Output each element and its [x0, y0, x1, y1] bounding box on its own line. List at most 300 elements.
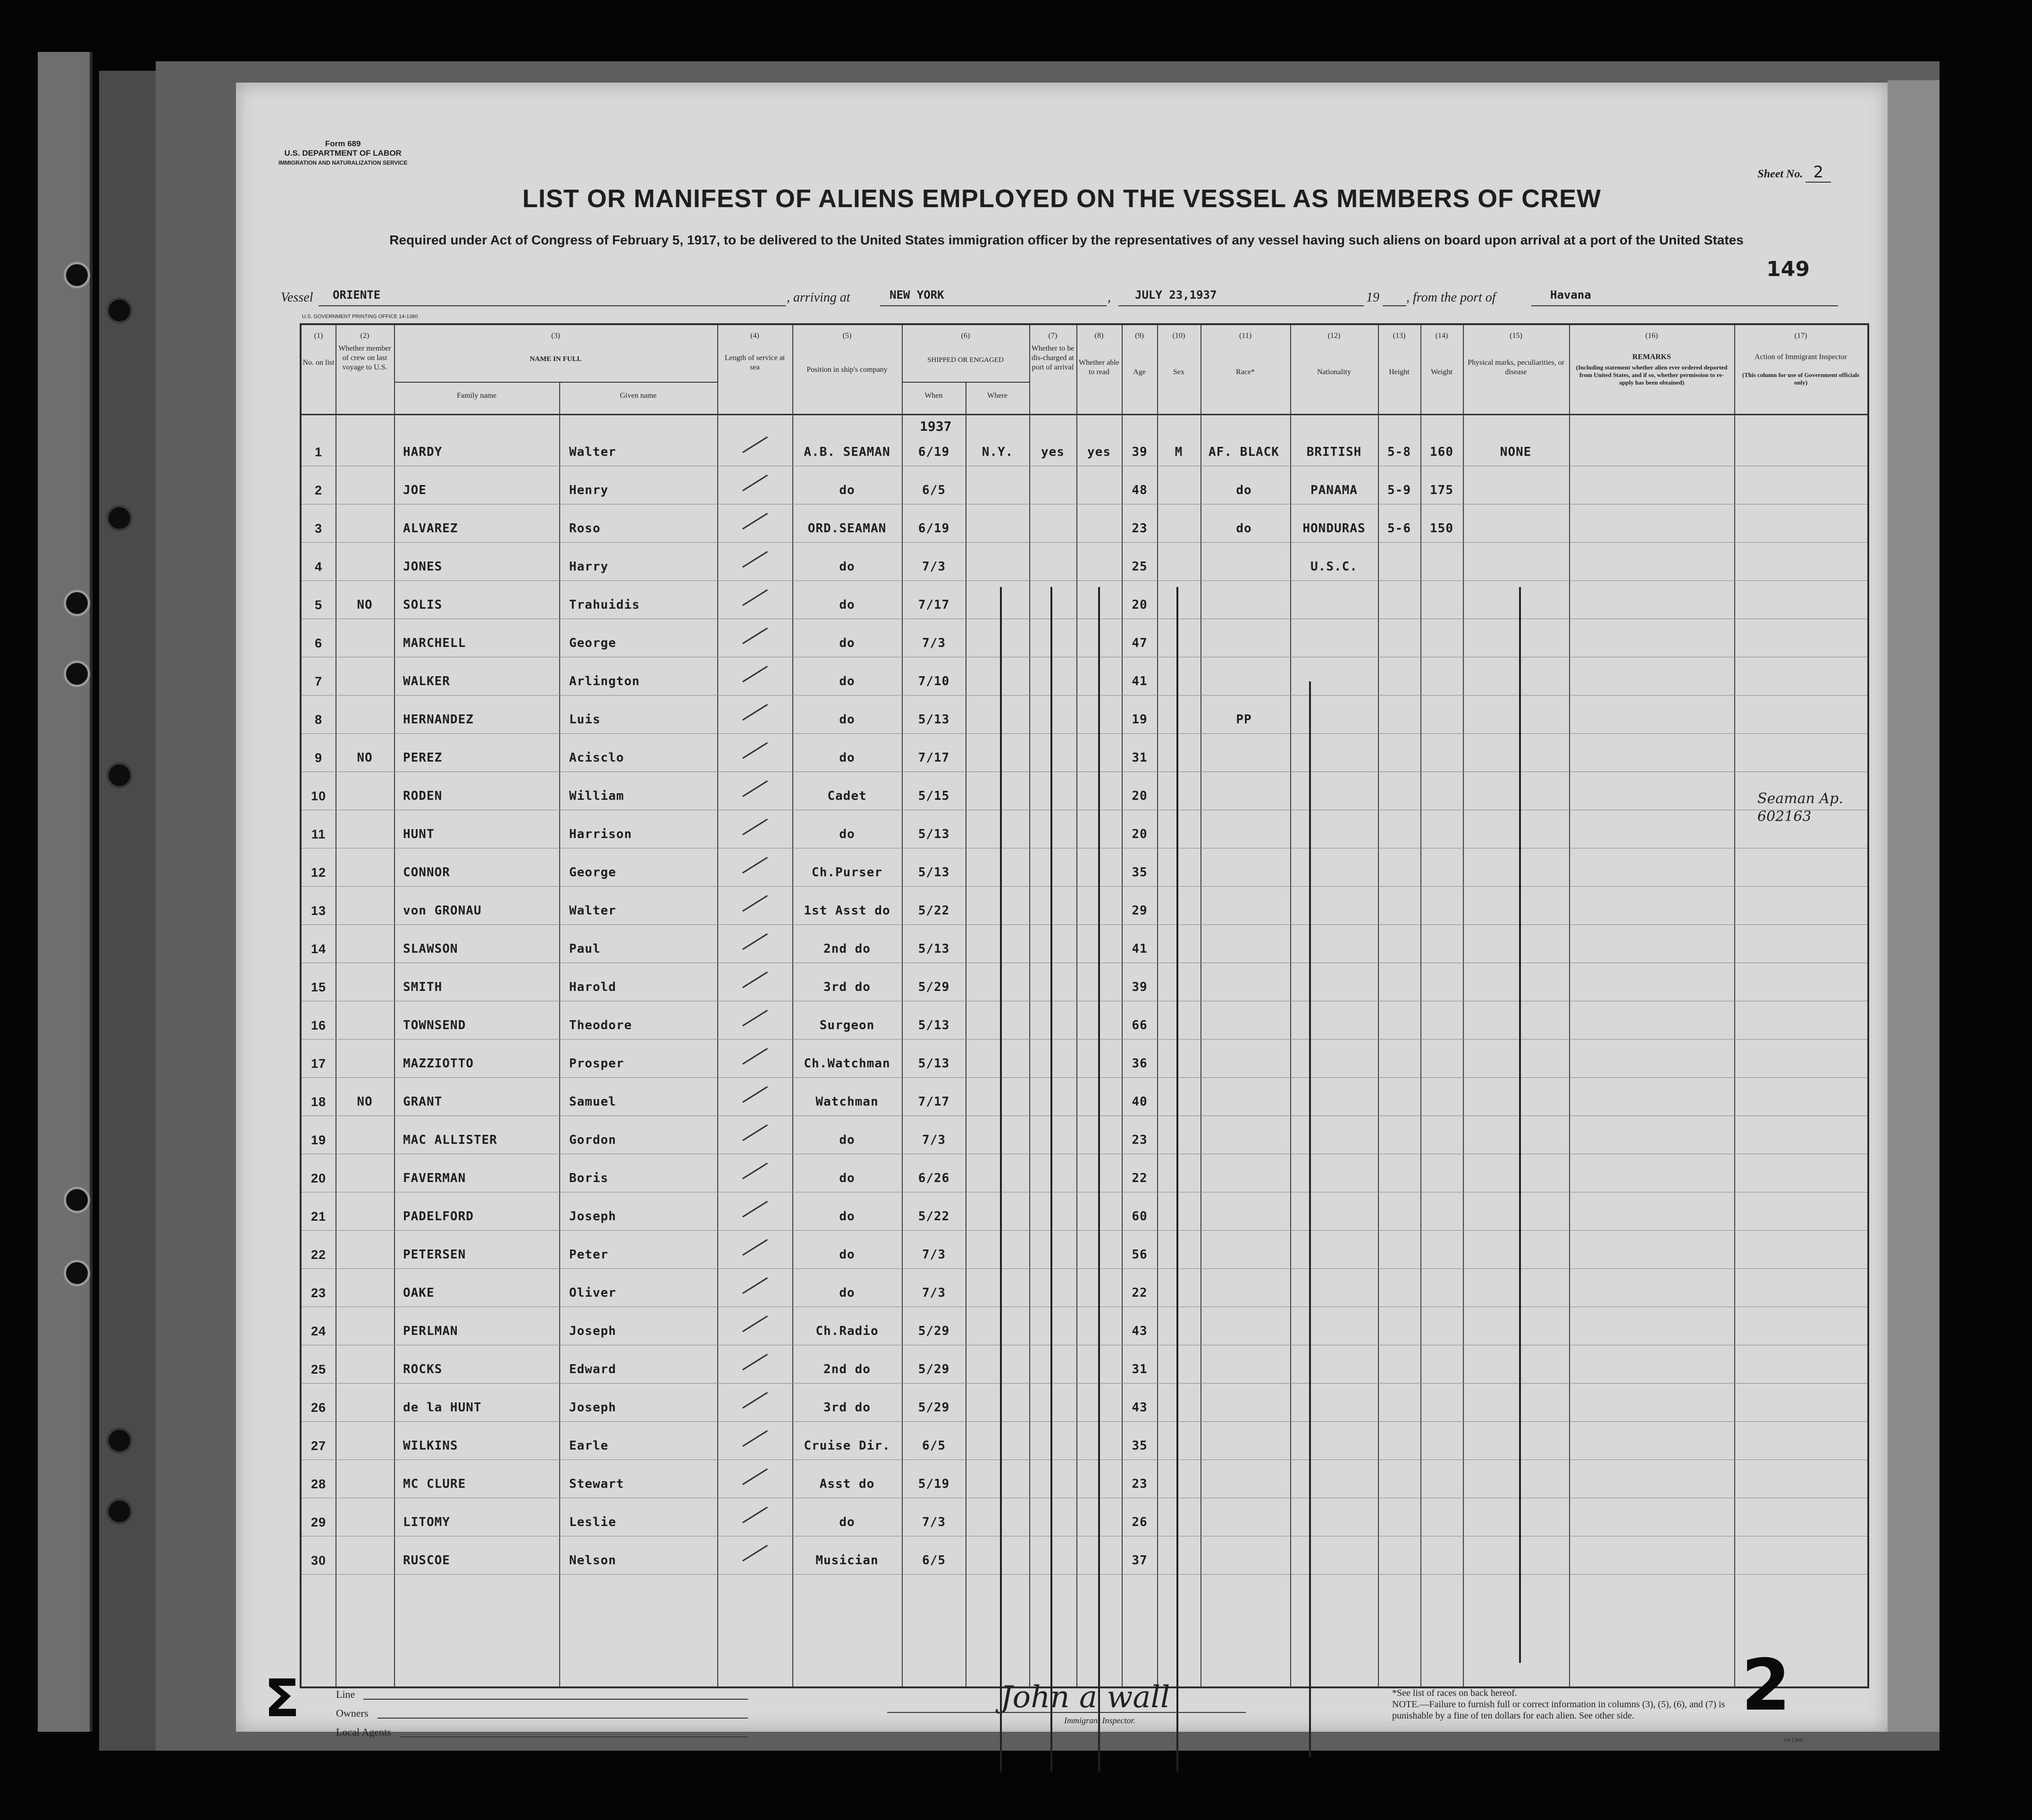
cell-given: Acisclo: [569, 751, 624, 765]
cell-given: Paul: [569, 942, 601, 956]
cell-nat: U.S.C.: [1310, 560, 1358, 574]
cell-age: 43: [1132, 1324, 1148, 1338]
cell-when: 6/5: [922, 483, 946, 497]
header-no-on-list: No. on list: [302, 359, 335, 367]
cell-when: 5/13: [918, 1018, 950, 1032]
service-check-mark: [742, 666, 768, 682]
agents-underline: [400, 1736, 748, 1737]
cell-when: 6/5: [922, 1439, 946, 1453]
film-edge-strip-dark: [99, 71, 160, 1751]
cell-family: SLAWSON: [403, 942, 458, 956]
cell-family: von GRONAU: [403, 904, 482, 918]
form-code: 14-1360: [1784, 1736, 1803, 1743]
cell-age: 31: [1132, 751, 1148, 765]
header-inspector-action: Action of Immigrant Inspector: [1755, 353, 1847, 361]
cell-position: Cruise Dir.: [804, 1439, 890, 1453]
inspector-handwritten-note: Seaman Ap. 602163: [1757, 790, 1843, 825]
cell-age: 48: [1132, 483, 1148, 497]
cell-position: A.B. SEAMAN: [804, 445, 890, 459]
service-check-mark: [742, 1048, 768, 1065]
service-check-mark: [742, 1316, 768, 1332]
arriving-label: , arriving at: [787, 290, 850, 305]
cell-given: Harold: [569, 980, 616, 994]
service-check-mark: [742, 1507, 768, 1523]
column-rule: [1076, 325, 1077, 1686]
service-check-mark: [742, 1201, 768, 1217]
cell-position: do: [839, 1209, 855, 1224]
cell-family: HARDY: [403, 445, 443, 459]
races-note: *See list of races on back hereof.: [1392, 1688, 1517, 1698]
cell-when: 5/13: [918, 865, 950, 880]
punch-hole: [64, 661, 90, 687]
punch-hole: [106, 762, 133, 788]
column-number: (3): [551, 332, 560, 340]
header-when: When: [924, 392, 943, 400]
column-number: (2): [360, 332, 369, 340]
row-rule: [302, 886, 1867, 887]
cell-given: Nelson: [569, 1553, 616, 1568]
cell-position: do: [839, 560, 855, 574]
cell-age: 37: [1132, 1553, 1148, 1568]
cell-nat: BRITISH: [1306, 445, 1362, 459]
cell-height: 5-6: [1387, 521, 1411, 536]
service-check-mark: [742, 1545, 768, 1561]
cell-given: Leslie: [569, 1515, 616, 1529]
form-number: Form 689: [325, 139, 361, 148]
row-rule: [302, 695, 1867, 696]
column-number: (6): [961, 332, 970, 340]
cell-age: 23: [1132, 521, 1148, 536]
cell-family: HERNANDEZ: [403, 713, 474, 727]
cell-given: George: [569, 636, 616, 650]
cell-family: WALKER: [403, 674, 450, 688]
cell-position: Surgeon: [819, 1018, 875, 1032]
row-rule: [302, 1077, 1867, 1078]
cell-when: 6/5: [922, 1553, 946, 1568]
cell-position: do: [839, 1248, 855, 1262]
cell-family: FAVERMAN: [403, 1171, 466, 1185]
service-name: IMMIGRATION AND NATURALIZATION SERVICE: [278, 159, 408, 166]
backing-right-card: [1888, 80, 1940, 1732]
row-rule: [302, 1459, 1867, 1460]
header-remarks: REMARKS: [1632, 353, 1671, 361]
cell-age: 40: [1132, 1095, 1148, 1109]
cell-family: GRANT: [403, 1095, 443, 1109]
cell-no: 18: [311, 1095, 327, 1109]
column-number: (17): [1794, 332, 1807, 340]
cell-age: 35: [1132, 865, 1148, 880]
cell-height: 5-9: [1387, 483, 1411, 497]
cell-given: Joseph: [569, 1209, 616, 1224]
vessel-underline: [319, 305, 786, 306]
cell-nat: HONDURAS: [1302, 521, 1366, 536]
cell-given: Edward: [569, 1362, 616, 1376]
cell-when: 6/26: [918, 1171, 950, 1185]
cell-family: RODEN: [403, 789, 443, 803]
service-check-mark: [742, 589, 768, 606]
from-port: Havana: [1550, 288, 1591, 302]
cell-race: PP: [1236, 713, 1252, 727]
cell-position: Ch.Purser: [812, 865, 882, 880]
row-rule: [302, 580, 1867, 581]
cell-family: HUNT: [403, 827, 435, 841]
cell-no: 14: [311, 942, 327, 956]
arrival-port: NEW YORK: [890, 288, 944, 302]
row-rule: [302, 1421, 1867, 1422]
column-rule: [1734, 325, 1735, 1686]
cell-given: Harrison: [569, 827, 632, 841]
cell-age: 29: [1132, 904, 1148, 918]
cell-when: 5/22: [918, 1209, 950, 1224]
column-number: (4): [750, 332, 759, 340]
cell-when: 7/17: [918, 1095, 950, 1109]
service-check-mark: [742, 819, 768, 835]
cell-position: do: [839, 483, 855, 497]
service-check-mark: [742, 704, 768, 721]
sheet-number-label: Sheet No.: [1757, 168, 1803, 180]
cell-age: 26: [1132, 1515, 1148, 1529]
cell-when: 7/3: [922, 1515, 946, 1529]
manifest-sheet: [236, 83, 1888, 1743]
cell-age: 20: [1132, 827, 1148, 841]
service-check-mark: [742, 513, 768, 529]
column-number: (15): [1510, 332, 1522, 340]
column-number: (13): [1393, 332, 1406, 340]
service-check-mark: [742, 857, 768, 873]
cell-position: Cadet: [827, 789, 867, 803]
cell-no: 11: [311, 827, 326, 841]
service-check-mark: [742, 1086, 768, 1103]
cell-family: PETERSEN: [403, 1248, 466, 1262]
header-shipped-or-engaged: SHIPPED OR ENGAGED: [927, 356, 1004, 364]
year-label: 19: [1366, 290, 1379, 305]
ditto-line-discharge: [1050, 587, 1052, 1771]
cell-position: 3rd do: [823, 1401, 871, 1415]
column-number: (12): [1327, 332, 1341, 340]
column-number: (8): [1094, 332, 1104, 340]
cell-family: PEREZ: [403, 751, 443, 765]
cell-when: 5/29: [918, 1324, 950, 1338]
row-rule: [302, 1039, 1867, 1040]
cell-family: LITOMY: [403, 1515, 450, 1529]
cell-no: 5: [314, 598, 323, 612]
cell-given: Walter: [569, 445, 616, 459]
cell-no: 1: [314, 445, 323, 459]
line-underline: [363, 1699, 748, 1700]
cell-no: 21: [311, 1209, 327, 1224]
service-check-mark: [742, 475, 768, 491]
header-weight: Weight: [1431, 368, 1453, 376]
cell-position: do: [839, 1286, 855, 1300]
cell-no: 2: [314, 483, 323, 497]
cell-weight: 150: [1430, 521, 1453, 536]
service-check-mark: [742, 780, 768, 797]
row-rule: [302, 1574, 1867, 1575]
manifest-footer: [236, 1644, 1888, 1743]
cell-family: MAC ALLISTER: [403, 1133, 497, 1147]
cell-when: 7/17: [918, 751, 950, 765]
cell-no: 15: [311, 980, 327, 994]
cell-when: 5/29: [918, 1362, 950, 1376]
cell-age: 25: [1132, 560, 1148, 574]
row-rule: [302, 1383, 1867, 1384]
cell-given: William: [569, 789, 624, 803]
handwritten-page-mark: 2: [1741, 1644, 1791, 1727]
cell-position: 1st Asst do: [804, 904, 890, 918]
cell-when: 7/3: [922, 1248, 946, 1262]
cell-age: 20: [1132, 598, 1148, 612]
cell-when: 7/17: [918, 598, 950, 612]
column-number: (14): [1435, 332, 1448, 340]
printing-office-note: U.S. GOVERNMENT PRINTING OFFICE 14-1360: [302, 314, 418, 319]
cell-no: 3: [314, 521, 323, 536]
cell-when: 5/29: [918, 980, 950, 994]
cell-given: Joseph: [569, 1401, 616, 1415]
cell-given: Walter: [569, 904, 616, 918]
row-rule: [302, 542, 1867, 543]
port-underline: [880, 305, 1107, 306]
cell-when: 6/19: [918, 521, 950, 536]
arrival-date: JULY 23,1937: [1135, 288, 1217, 302]
cell-no: 6: [314, 636, 323, 650]
header-name-in-full: NAME IN FULL: [529, 355, 582, 363]
cell-family: MAZZIOTTO: [403, 1057, 474, 1071]
cell-age: 39: [1132, 445, 1148, 459]
header-remarks-note: (Including statement whether alien ever ordered deported from United States, and if so, whether permission to re-apply has been obtained): [1576, 364, 1728, 386]
header-family-name: Family name: [457, 392, 496, 400]
cell-age: 22: [1132, 1286, 1148, 1300]
service-check-mark: [742, 1163, 768, 1179]
cell-given: Stewart: [569, 1477, 624, 1491]
cell-age: 23: [1132, 1477, 1148, 1491]
cell-position: Musician: [815, 1553, 879, 1568]
cell-when: 7/3: [922, 1133, 946, 1147]
cell-race: AF. BLACK: [1209, 445, 1279, 459]
cell-position: 2nd do: [823, 942, 871, 956]
ditto-line-sex: [1176, 587, 1178, 1771]
ditto-line-where: [1000, 587, 1002, 1771]
cell-age: 36: [1132, 1057, 1148, 1071]
cell-position: do: [839, 1171, 855, 1185]
page-title: LIST OR MANIFEST OF ALIENS EMPLOYED ON THE VESSEL AS MEMBERS OF CREW: [522, 185, 1602, 213]
header-given-name: Given name: [620, 392, 657, 400]
cell-position: ORD.SEAMAN: [807, 521, 887, 536]
cell-age: 66: [1132, 1018, 1148, 1032]
cell-family: RUSCOE: [403, 1553, 450, 1568]
cell-age: 35: [1132, 1439, 1148, 1453]
cell-position: do: [839, 713, 855, 727]
cell-when: 7/3: [922, 636, 946, 650]
cell-age: 41: [1132, 942, 1148, 956]
cell-no: 17: [311, 1057, 327, 1071]
header-previous-voyage: Whether member of crew on last voyage to U.S.: [338, 344, 391, 371]
cell-family: PADELFORD: [403, 1209, 474, 1224]
department-name: U.S. DEPARTMENT OF LABOR: [284, 149, 402, 158]
vessel-name: ORIENTE: [333, 288, 381, 302]
cell-weight: 160: [1430, 445, 1453, 459]
column-number: (5): [842, 332, 852, 340]
date-underline: [1118, 305, 1364, 306]
cell-prev: NO: [357, 751, 373, 765]
cell-position: do: [839, 636, 855, 650]
cell-position: do: [839, 674, 855, 688]
cell-age: 22: [1132, 1171, 1148, 1185]
requirement-text: Required under Act of Congress of February 5, 1917, to be delivered to the United States immigration officer by the representatives of any vessel having such aliens on board upon arrival at a port of the United States: [389, 233, 1744, 247]
crew-manifest-table: [300, 323, 1869, 1688]
header-physical-marks: Physical marks, peculiarities, or disease: [1468, 359, 1564, 376]
cell-no: 29: [311, 1515, 327, 1529]
cell-sex: M: [1175, 445, 1183, 459]
cell-no: 22: [311, 1248, 327, 1262]
line-label: Line: [336, 1688, 355, 1700]
cell-no: 9: [314, 751, 323, 765]
punch-hole: [64, 590, 90, 616]
cell-no: 23: [311, 1286, 327, 1300]
owners-label: Owners: [336, 1707, 369, 1719]
column-rule: [1569, 325, 1570, 1686]
service-check-mark: [742, 1239, 768, 1256]
service-check-mark: [742, 1124, 768, 1141]
service-check-mark: [742, 1354, 768, 1370]
header-nationality: Nationality: [1317, 368, 1351, 376]
cell-where: N.Y.: [982, 445, 1014, 459]
service-check-mark: [742, 628, 768, 644]
owners-underline: [378, 1718, 748, 1719]
name-subheader-rule: [394, 382, 717, 383]
column-number: (10): [1172, 332, 1185, 340]
voyage-line: [281, 290, 1838, 319]
cell-given: Theodore: [569, 1018, 632, 1032]
cell-position: do: [839, 1515, 855, 1529]
column-number: (7): [1048, 332, 1058, 340]
cell-prev: NO: [357, 1095, 373, 1109]
cell-given: Boris: [569, 1171, 609, 1185]
column-rule: [1029, 325, 1030, 1686]
cell-age: 19: [1132, 713, 1148, 727]
punch-hole: [106, 1427, 133, 1454]
service-check-mark: [742, 1010, 768, 1026]
cell-position: do: [839, 1133, 855, 1147]
service-check-mark: [742, 742, 768, 759]
cell-given: Henry: [569, 483, 609, 497]
row-rule: [302, 1230, 1867, 1231]
cell-no: 8: [314, 713, 323, 727]
header-length-of-service: Length of service at sea: [724, 354, 785, 371]
cell-when: 5/13: [918, 1057, 950, 1071]
punch-hole: [106, 505, 133, 531]
punch-hole: [64, 1187, 90, 1213]
service-check-mark: [742, 436, 768, 453]
cell-marks: NONE: [1500, 445, 1532, 459]
header-height: Height: [1389, 368, 1410, 376]
cell-age: 20: [1132, 789, 1148, 803]
service-check-mark: [742, 1430, 768, 1447]
cell-no: 13: [311, 904, 327, 918]
header-inspector-note: (This column for use of Government officials only): [1742, 371, 1860, 386]
column-rule: [717, 325, 718, 1686]
year-underline: [1383, 305, 1406, 306]
vessel-label: Vessel: [281, 290, 313, 305]
row-rule: [302, 733, 1867, 734]
cell-when: 5/15: [918, 789, 950, 803]
row-rule: [302, 1115, 1867, 1116]
cell-when: 7/3: [922, 560, 946, 574]
cell-given: Samuel: [569, 1095, 616, 1109]
cell-when: 7/3: [922, 1286, 946, 1300]
from-port-underline: [1531, 305, 1838, 306]
cell-given: Prosper: [569, 1057, 624, 1071]
cell-given: Gordon: [569, 1133, 616, 1147]
penalty-note: NOTE.—Failure to furnish full or correct information in columns (3), (5), (6), and (7) is punishable by a fine of ten dollars for each alien. See other side.: [1392, 1699, 1725, 1721]
cell-family: ALVAREZ: [403, 521, 458, 536]
service-check-mark: [742, 1468, 768, 1485]
header-able-to-read: Whether able to read: [1079, 359, 1119, 376]
cell-when: 5/13: [918, 713, 950, 727]
cell-given: Arlington: [569, 674, 640, 688]
cell-no: 25: [311, 1362, 327, 1376]
cell-no: 16: [311, 1018, 327, 1032]
punch-hole: [106, 1498, 133, 1525]
cell-no: 4: [314, 560, 323, 574]
cell-age: 39: [1132, 980, 1148, 994]
handwritten-sigma-mark: Σ: [264, 1668, 300, 1728]
cell-age: 56: [1132, 1248, 1148, 1262]
service-check-mark: [742, 1392, 768, 1409]
cell-family: JONES: [403, 560, 443, 574]
header-race: Race*: [1236, 368, 1255, 376]
cell-age: 43: [1132, 1401, 1148, 1415]
cell-position: Ch.Radio: [815, 1324, 879, 1338]
cell-family: WILKINS: [403, 1439, 458, 1453]
cell-age: 47: [1132, 636, 1148, 650]
ditto-line-read: [1098, 587, 1100, 1771]
cell-position: do: [839, 827, 855, 841]
cell-no: 24: [311, 1324, 327, 1338]
punch-hole: [64, 1260, 90, 1286]
cell-race: do: [1236, 521, 1252, 536]
sheet-number: [1757, 163, 1831, 182]
comma-sep: ,: [1108, 290, 1111, 305]
service-check-mark: [742, 1277, 768, 1294]
cell-no: 30: [311, 1553, 327, 1568]
cell-given: Trahuidis: [569, 598, 640, 612]
sheet-number-value: 2: [1805, 163, 1831, 183]
cell-age: 23: [1132, 1133, 1148, 1147]
column-number: (11): [1239, 332, 1252, 340]
form-identifier: [278, 139, 407, 168]
cell-position: Asst do: [819, 1477, 875, 1491]
signature-underline: [887, 1712, 1246, 1713]
cell-family: ROCKS: [403, 1362, 443, 1376]
cell-position: do: [839, 598, 855, 612]
cell-no: 28: [311, 1477, 327, 1491]
inspector-label: Immigrant Inspector.: [1064, 1716, 1135, 1725]
header-where: Where: [987, 392, 1008, 400]
row-rule: [302, 1268, 1867, 1269]
cell-family: JOE: [403, 483, 427, 497]
cell-prev: NO: [357, 598, 373, 612]
cell-no: 10: [311, 789, 327, 803]
ditto-line-marks: [1519, 587, 1521, 1663]
cell-given: Earle: [569, 1439, 609, 1453]
agents-label: Local Agents: [336, 1726, 391, 1738]
inspector-signature: John a wall: [1000, 1680, 1170, 1715]
stamp-number: 149: [1766, 257, 1810, 281]
column-rule: [559, 382, 560, 1686]
cell-no: 26: [311, 1401, 327, 1415]
service-check-mark: [742, 972, 768, 988]
cell-when: 7/10: [918, 674, 950, 688]
